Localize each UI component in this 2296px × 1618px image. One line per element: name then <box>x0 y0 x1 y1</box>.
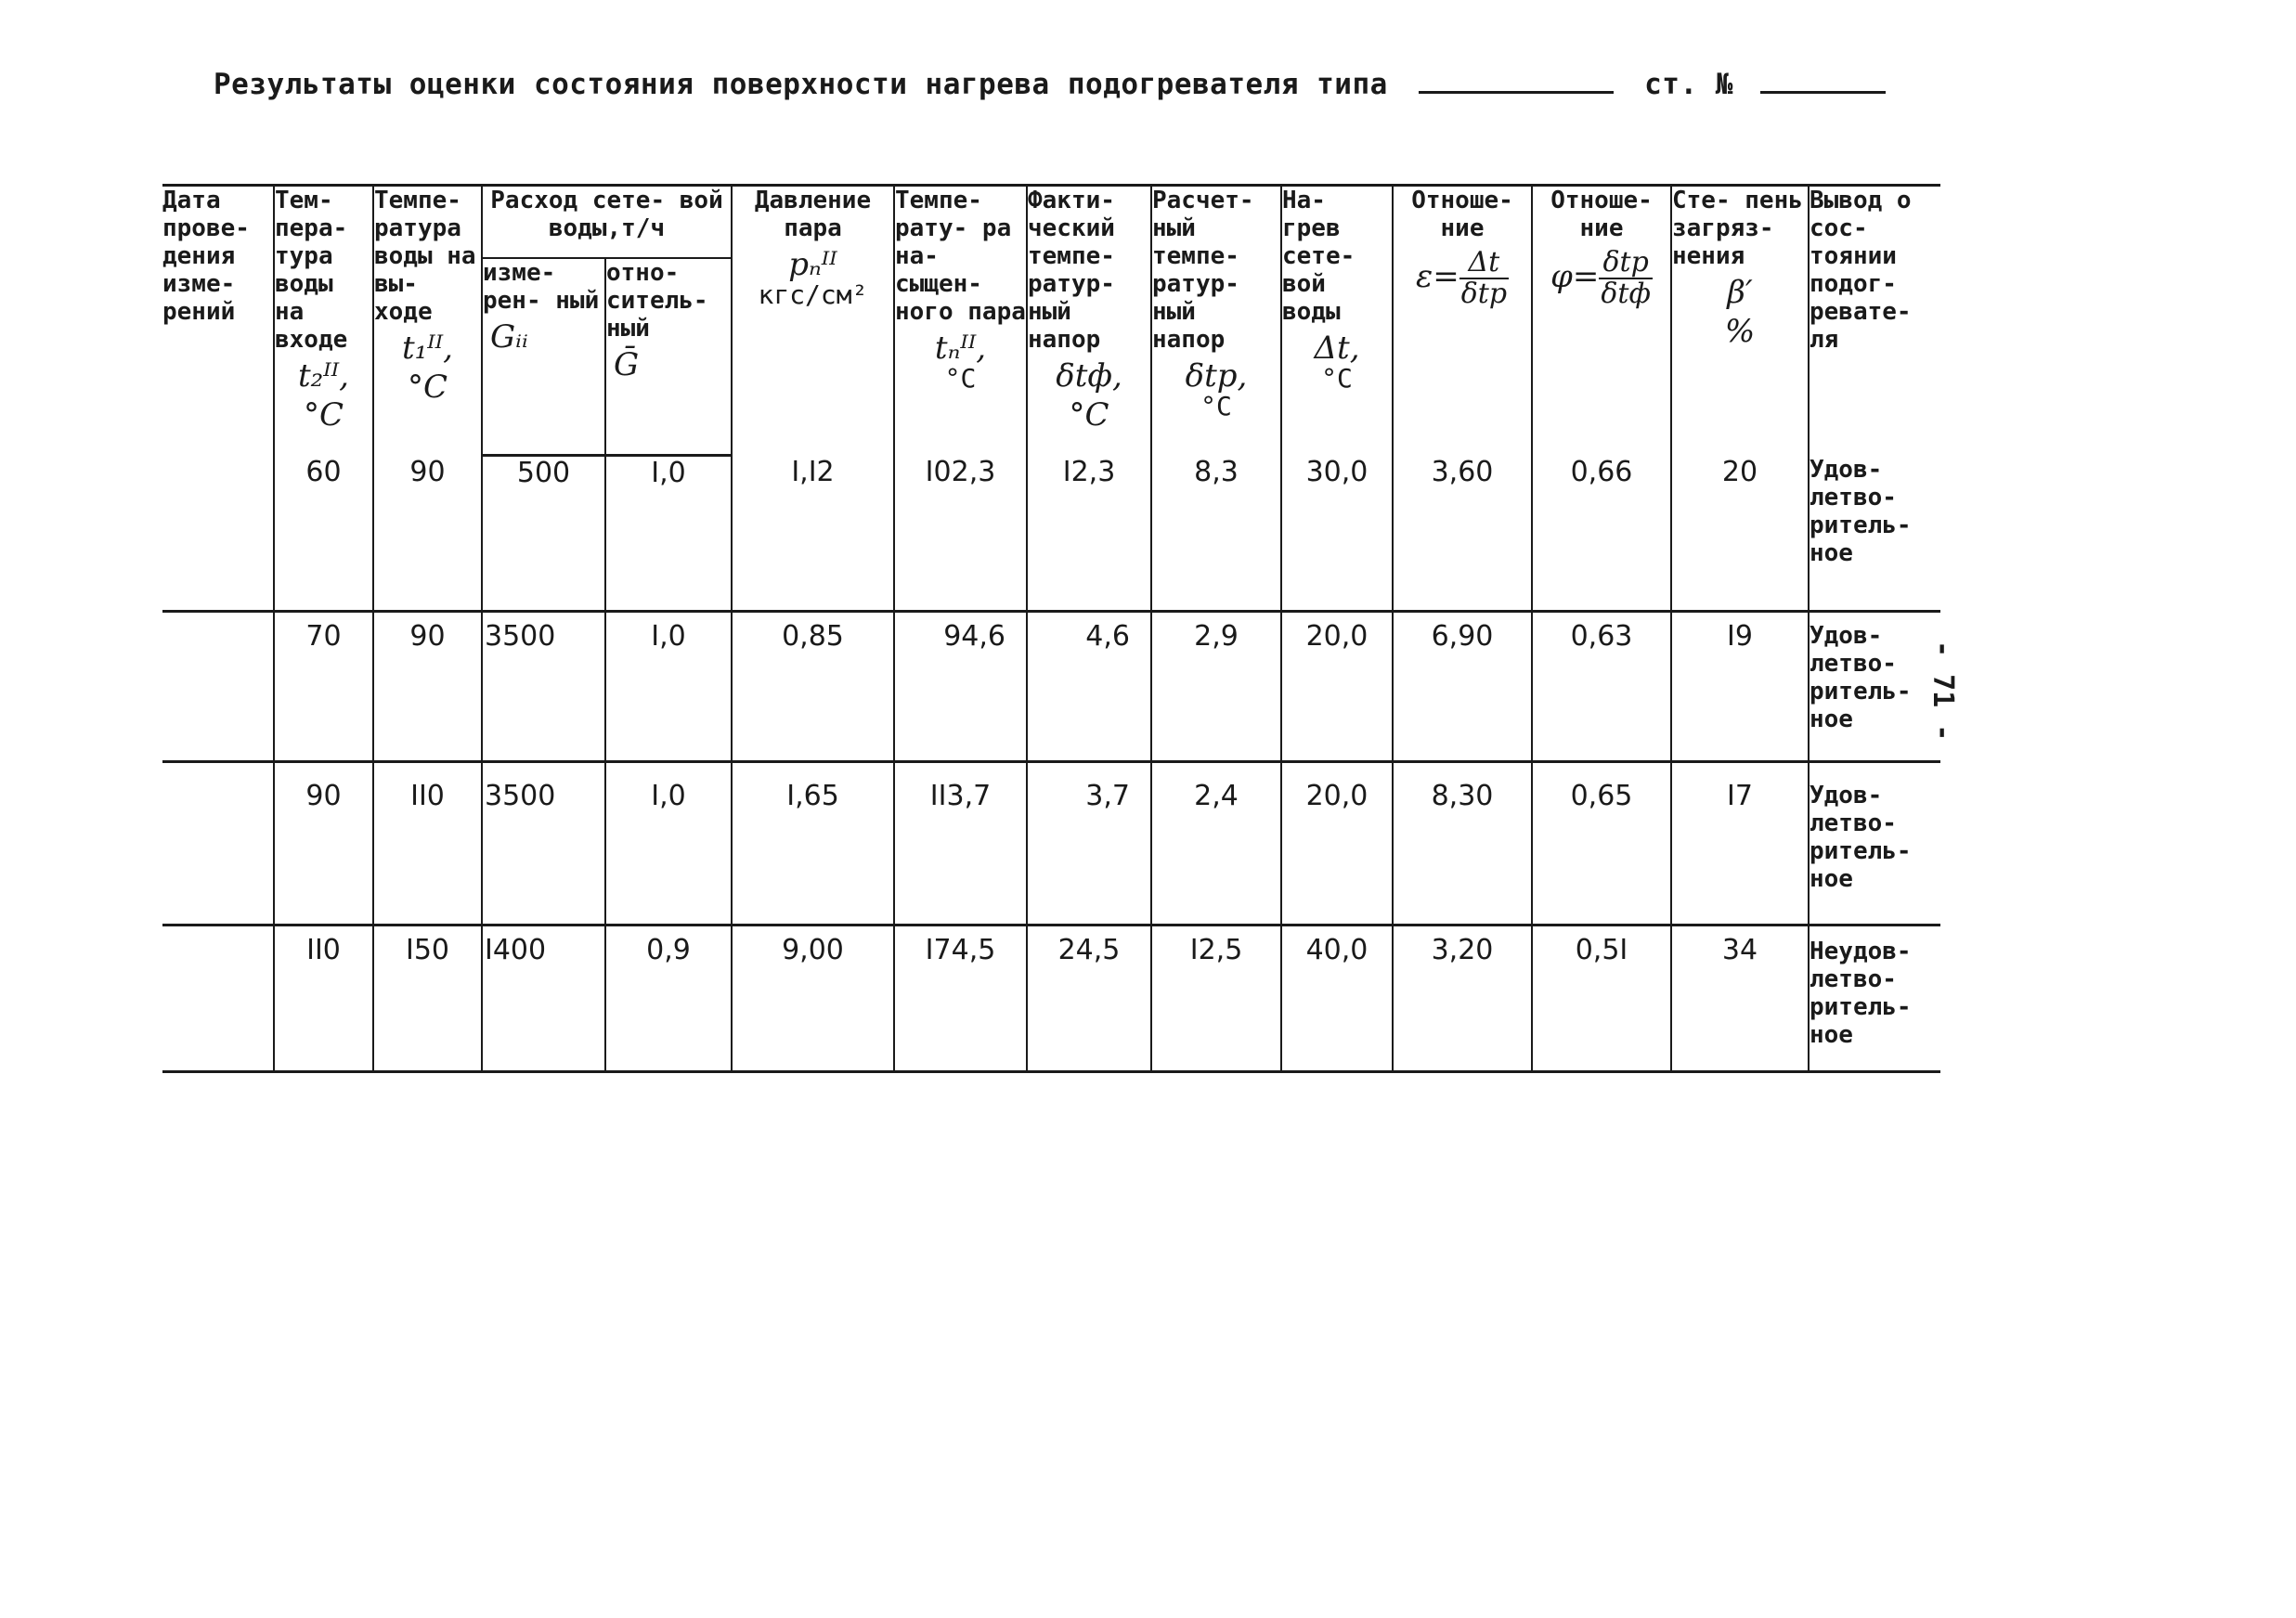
t-sat-symbol: tₙᴵᴵ, <box>934 330 987 367</box>
cell-t-out: 90 <box>373 612 482 762</box>
contamination-unit: % <box>1724 313 1756 350</box>
flow-measured-symbol: Gᵢᵢ <box>490 318 528 356</box>
station-number-blank <box>1760 67 1886 94</box>
station-number-label: ст. № <box>1644 68 1733 101</box>
cell-pressure: I,I2 <box>732 456 894 612</box>
table-row <box>162 762 1940 925</box>
cell-ratio-phi: 0,66 <box>1532 456 1671 612</box>
cell-dt-calc: 2,4 <box>1151 762 1281 925</box>
ratio-phi-formula: φ= $\frac{\text{δtp}}{\text{δtф}}$ <box>1550 246 1651 310</box>
header-flow-relative: отно- ситель- ный Ḡ <box>605 258 732 456</box>
table-row <box>162 456 1940 612</box>
pressure-symbol: pₙᴵᴵ <box>788 246 837 283</box>
cell-dt-fact: 4,6 <box>1027 612 1151 762</box>
table-row <box>162 612 1940 762</box>
cell-dt-calc: I2,5 <box>1151 925 1281 1072</box>
cell-heating: 40,0 <box>1281 925 1393 1072</box>
cell-flow-measured: 3500 <box>482 762 605 925</box>
cell-contamination: 34 <box>1671 925 1809 1072</box>
cell-flow-measured: 3500 <box>482 612 605 762</box>
cell-date <box>162 762 274 925</box>
header-ratio-phi: Отноше- ние φ= $\frac{\text{δtp}}{\text{δtф}}$ <box>1532 186 1671 456</box>
table-row <box>162 925 1940 1072</box>
cell-date <box>162 456 274 612</box>
header-date: Дата прове- дения изме- рений <box>162 186 274 456</box>
cell-t-out: 90 <box>373 456 482 612</box>
cell-t-out: I50 <box>373 925 482 1072</box>
cell-t-out: II0 <box>373 762 482 925</box>
cell-t-in: 60 <box>274 456 373 612</box>
cell-date <box>162 925 274 1072</box>
cell-flow-relative: I,0 <box>605 762 732 925</box>
page-title <box>214 67 1886 101</box>
cell-dt-calc: 2,9 <box>1151 612 1281 762</box>
cell-conclusion: Неудов- летво- ритель- ное <box>1809 925 1940 1072</box>
t-out-symbol: t₁ᴵᴵ, <box>401 330 453 367</box>
cell-t-in: 70 <box>274 612 373 762</box>
cell-conclusion: Удов- летво- ритель- ное <box>1809 762 1940 925</box>
header-heating: На- грев сете- вой воды Δt, °C <box>1281 186 1393 456</box>
heating-symbol: Δt, <box>1314 330 1360 367</box>
cell-ratio-e: 3,60 <box>1393 456 1532 612</box>
t-in-unit: °C <box>303 396 344 434</box>
flow-relative-symbol: Ḡ <box>614 346 640 383</box>
cell-pressure: I,65 <box>732 762 894 925</box>
cell-contamination: I9 <box>1671 612 1809 762</box>
dt-calc-symbol: δtp, <box>1185 357 1248 395</box>
dt-fact-unit: °C <box>1069 396 1109 434</box>
cell-flow-relative: 0,9 <box>605 925 732 1072</box>
dt-calc-unit: °C <box>1200 391 1232 421</box>
header-t-sat: Темпе- рату- ра на- сыщен- ного пара tₙᴵᴵ, °C <box>894 186 1027 456</box>
t-out-unit: °C <box>407 369 448 406</box>
dt-fact-symbol: δtф, <box>1056 357 1122 395</box>
cell-ratio-phi: 0,65 <box>1532 762 1671 925</box>
header-contamination: Сте- пень загряз- нения β′ % <box>1671 186 1809 456</box>
cell-dt-fact: I2,3 <box>1027 456 1151 612</box>
cell-conclusion: Удов- летво- ритель- ное <box>1809 456 1940 612</box>
header-flow-group: Расход сете- вой воды,т/ч <box>482 186 732 259</box>
heater-type-blank <box>1419 67 1614 94</box>
cell-dt-fact: 3,7 <box>1027 762 1151 925</box>
cell-contamination: I7 <box>1671 762 1809 925</box>
contamination-symbol: β′ <box>1727 274 1753 311</box>
cell-ratio-e: 3,20 <box>1393 925 1532 1072</box>
cell-dt-fact: 24,5 <box>1027 925 1151 1072</box>
cell-ratio-e: 6,90 <box>1393 612 1532 762</box>
cell-pressure: 0,85 <box>732 612 894 762</box>
header-dt-fact: Факти- ческий темпе- ратур- ный напор δtф, °C <box>1027 186 1151 456</box>
header-ratio-e: Отноше- ние ε= $\frac{\Delta t}{\text{δtp}}$ <box>1393 186 1532 456</box>
cell-t-sat: I74,5 <box>894 925 1027 1072</box>
header-t-in: Тем- пера- тура воды на входе t₂ᴵᴵ, °C <box>274 186 373 456</box>
cell-t-sat: II3,7 <box>894 762 1027 925</box>
cell-t-in: 90 <box>274 762 373 925</box>
ratio-e-formula: ε= $\frac{\Delta t}{\text{δtp}}$ <box>1415 246 1508 310</box>
cell-contamination: 20 <box>1671 456 1809 612</box>
header-flow-measured: изме- рен- ный Gᵢᵢ <box>482 258 605 456</box>
cell-heating: 20,0 <box>1281 612 1393 762</box>
results-table <box>162 184 1940 1073</box>
cell-ratio-phi: 0,5I <box>1532 925 1671 1072</box>
header-t-out: Темпе- ратура воды на вы- ходе t₁ᴵᴵ, °C <box>373 186 482 456</box>
header-pressure: Давление пара pₙᴵᴵ кгс/см² <box>732 186 894 456</box>
cell-flow-relative: I,0 <box>605 456 732 612</box>
header-dt-calc: Расчет- ный темпе- ратур- ный напор δtp, °C <box>1151 186 1281 456</box>
pressure-unit: кгс/см² <box>758 279 868 310</box>
cell-ratio-e: 8,30 <box>1393 762 1532 925</box>
cell-date <box>162 612 274 762</box>
cell-t-sat: I02,3 <box>894 456 1027 612</box>
cell-heating: 30,0 <box>1281 456 1393 612</box>
page-number: - 71 - <box>1926 641 1959 742</box>
heating-unit: °C <box>1321 363 1353 394</box>
cell-pressure: 9,00 <box>732 925 894 1072</box>
page-title-text: Результаты оценки состояния поверхности нагрева подогревателя типа <box>214 68 1388 101</box>
t-in-symbol: t₂ᴵᴵ, <box>297 357 349 395</box>
cell-flow-relative: I,0 <box>605 612 732 762</box>
cell-t-sat: 94,6 <box>894 612 1027 762</box>
t-sat-unit: °C <box>944 363 977 394</box>
cell-dt-calc: 8,3 <box>1151 456 1281 612</box>
header-conclusion: Вывод о сос- тоянии подог- ревате- ля <box>1809 186 1940 456</box>
cell-t-in: II0 <box>274 925 373 1072</box>
cell-flow-measured: I400 <box>482 925 605 1072</box>
cell-flow-measured: 500 <box>482 456 605 612</box>
cell-heating: 20,0 <box>1281 762 1393 925</box>
cell-conclusion: Удов- летво- ритель- ное <box>1809 612 1940 762</box>
cell-ratio-phi: 0,63 <box>1532 612 1671 762</box>
